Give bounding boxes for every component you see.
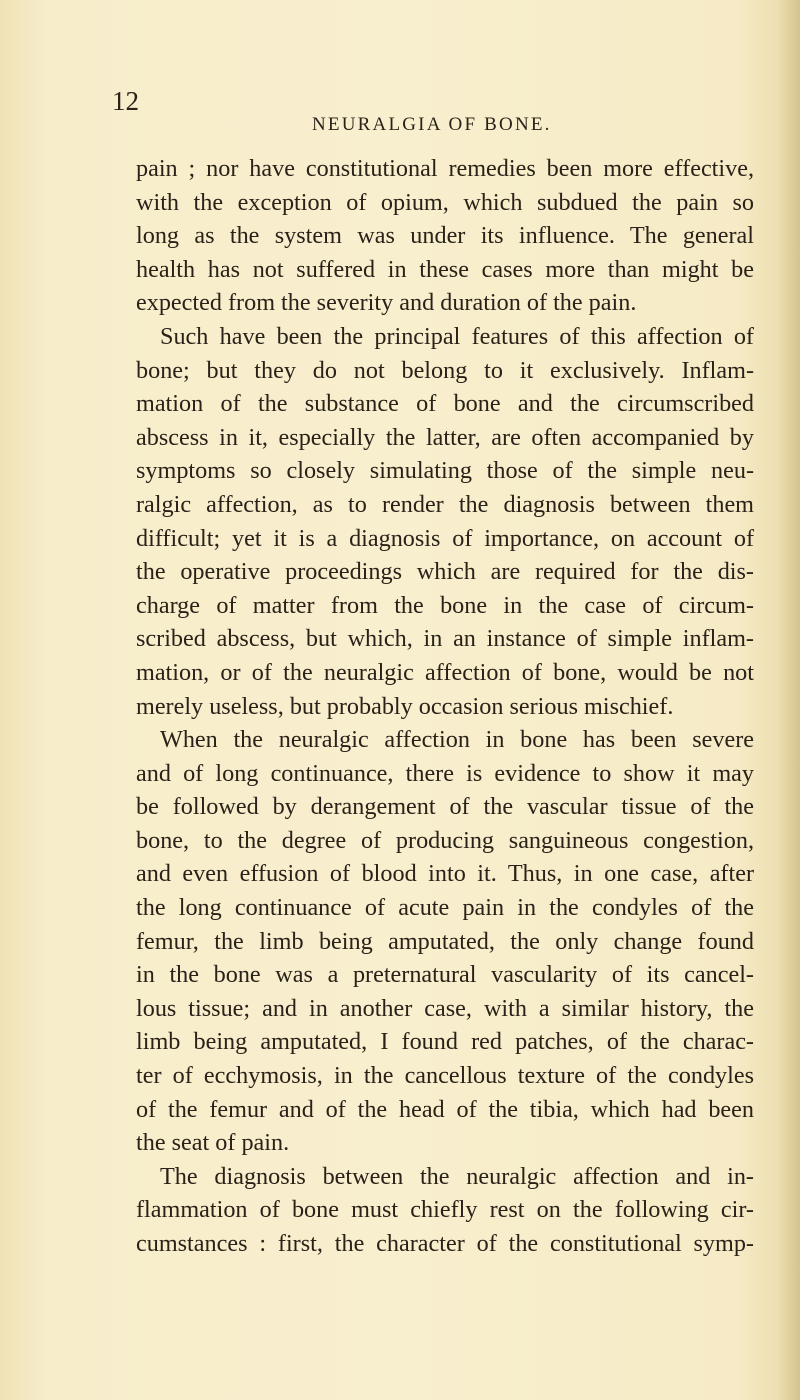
text-line: be followed by derangement of the vascular tissue of the	[136, 793, 754, 821]
text-line: mation of the substance of bone and the circumscribed	[136, 390, 754, 418]
text-line: pain ; nor have constitutional remedies been more effective,	[136, 155, 754, 182]
text-line: the seat of pain.	[136, 1129, 290, 1157]
text-line: bone, to the degree of producing sanguineous congestion,	[136, 826, 754, 854]
text-line: the long continuance of acute pain in the condyles of the	[136, 894, 754, 922]
text-line: and even effusion of blood into it. Thus, in one case, after	[136, 860, 754, 888]
text-line: health has not suffered in these cases more than might be	[136, 255, 754, 283]
text-line: ralgic affection, as to render the diagnosis between them	[136, 490, 754, 518]
text-line: Such have been the principal features of this affection of	[160, 322, 754, 350]
body-text	[136, 152, 754, 1261]
text-line: merely useless, but probably occasion serious mischief.	[136, 692, 674, 720]
text-line: lous tissue; and in another case, with a similar history, the	[136, 994, 754, 1022]
text-line: expected from the severity and duration of the pain.	[136, 289, 637, 317]
text-line: The diagnosis between the neuralgic affection and in-	[160, 1162, 754, 1190]
text-line: scribed abscess, but which, in an instance of simple inflam-	[136, 625, 754, 653]
page-number: 12	[112, 86, 139, 116]
text-line: and of long continuance, there is evidence to show it may	[136, 759, 754, 787]
text-line: with the exception of opium, which subdued the pain so	[136, 188, 754, 216]
text-line: symptoms so closely simulating those of the simple neu-	[136, 457, 754, 485]
text-line: the operative proceedings which are required for the dis-	[136, 558, 754, 586]
text-line: femur, the limb being amputated, the only change found	[136, 927, 754, 955]
text-line: limb being amputated, I found red patches, of the charac-	[136, 1028, 754, 1056]
text-line: bone; but they do not belong to it exclusively. Inflam-	[136, 356, 754, 384]
text-line: mation, or of the neuralgic affection of bone, would be not	[136, 658, 754, 686]
text-line: of the femur and of the head of the tibia, which had been	[136, 1095, 754, 1123]
text-line: in the bone was a preternatural vascularity of its cancel-	[136, 961, 754, 989]
text-line: ter of ecchymosis, in the cancellous texture of the condyles	[136, 1062, 754, 1090]
text-line: cumstances : first, the character of the constitutional symp-	[136, 1230, 754, 1257]
running-title: NEURALGIA OF BONE.	[312, 114, 552, 135]
text-line: When the neuralgic affection in bone has been severe	[160, 726, 754, 754]
text-line: abscess in it, especially the latter, are often accompanied by	[136, 423, 754, 451]
text-line: flammation of bone must chiefly rest on the following cir-	[136, 1196, 754, 1224]
page-edge-shadow	[778, 0, 800, 1400]
text-line: charge of matter from the bone in the case of circum-	[136, 591, 754, 619]
text-line: difficult; yet it is a diagnosis of importance, on account of	[136, 524, 754, 552]
text-line: long as the system was under its influence. The general	[136, 222, 754, 250]
